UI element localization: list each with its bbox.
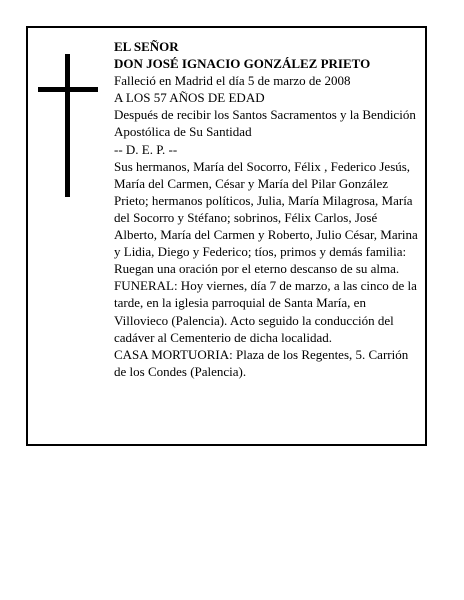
prayer-line: Ruegan una oración por el eterno descanso de su alma.	[114, 261, 400, 277]
notice-title: EL SEÑOR	[114, 39, 179, 54]
sacraments-line: Después de recibir los Santos Sacramentos y la Bendición Apostólica de Su Santidad	[114, 107, 416, 140]
deceased-name: DON JOSÉ IGNACIO GONZÁLEZ PRIETO	[114, 56, 371, 72]
funeral-paragraph: FUNERAL: Hoy viernes, día 7 de marzo, a las cinco de la tarde, en la iglesia parroquial de Santa María, en Villovieco (Palencia). Acto seguido la conducción del cadáver al Cementerio de dicha localidad.	[114, 278, 417, 345]
age-line: A LOS 57 AÑOS DE EDAD	[114, 90, 265, 106]
death-line: Falleció en Madrid el día 5 de marzo de 2008	[114, 73, 351, 89]
obituary-text	[114, 38, 420, 380]
cross-horizontal-bar	[38, 87, 98, 92]
family-paragraph: Sus hermanos, María del Socorro, Félix , Federico Jesús, María del Carmen, César y María del Pilar González Prieto; hermanos políticos, Julia, María Milagrosa, María del Socorro y Stéfano; sobrinos, Félix Carlos, José Alberto, María del Carmen y Roberto, Julio César, Marina y Lidia, Diego y Federico; tíos, primos y demás familia:	[114, 158, 418, 260]
cross-vertical-bar	[65, 54, 70, 197]
cross-icon	[38, 54, 98, 197]
rip-line: -- D. E. P. --	[114, 141, 178, 157]
house-paragraph: CASA MORTUORIA: Plaza de los Regentes, 5. Carrión de los Condes (Palencia).	[114, 346, 409, 379]
